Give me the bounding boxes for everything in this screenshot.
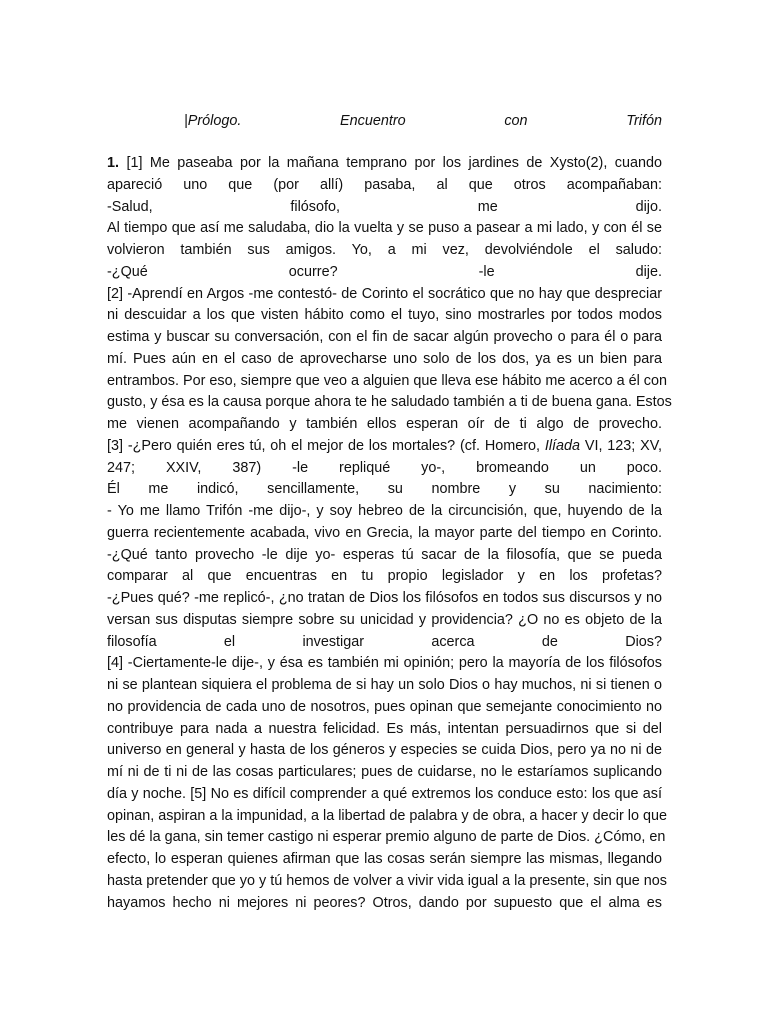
text-line bbox=[107, 849, 662, 871]
line-text: -¿Qué tanto provecho -le dije yo- esperas tú sacar de la filosofía, que se pueda bbox=[107, 546, 662, 563]
text-line bbox=[107, 349, 662, 371]
text-line bbox=[107, 653, 662, 675]
text-line bbox=[107, 218, 662, 240]
text-line bbox=[107, 893, 662, 915]
line-text: entrambos. Por eso, siempre que veo a alguien que lleva ese hábito me acerco a él con bbox=[107, 372, 667, 389]
text-line bbox=[107, 197, 662, 219]
text-line bbox=[107, 545, 662, 567]
heading-word: Trifón bbox=[626, 113, 662, 129]
text-line bbox=[107, 566, 662, 588]
line-text: -Salud, filósofo, me dijo. bbox=[107, 198, 662, 215]
line-text: 247; XXIV, 387) -le repliqué yo-, bromeando un poco. bbox=[107, 459, 662, 476]
text-line bbox=[107, 632, 662, 654]
text-line bbox=[107, 740, 662, 762]
line-text: universo en general y hasta de los géneros y especies se cuida Dios, pero ya no ni de bbox=[107, 742, 662, 759]
text-line bbox=[107, 501, 662, 523]
text-line bbox=[107, 371, 667, 393]
text-line bbox=[107, 414, 662, 436]
line-text: estima y buscar su conversación, con el fin de sacar algún provecho o para él o para bbox=[107, 329, 662, 345]
line-text: [4] -Ciertamente-le dije-, y ésa es también mi opinión; pero la mayoría de los filósofos bbox=[107, 655, 662, 672]
line-text: - Yo me llamo Trifón -me dijo-, y soy hebreo de la circuncisión, que, huyendo de la bbox=[107, 503, 662, 519]
line-text: versan sus disputas siempre sobre su unicidad y providencia? ¿O no es objeto de la bbox=[107, 611, 662, 628]
text-line bbox=[107, 240, 662, 262]
heading-word: con bbox=[504, 113, 528, 129]
heading-word: |Prólogo. bbox=[184, 113, 242, 129]
text-line bbox=[107, 392, 672, 414]
line-text: me vienen acompañando y también ellos esperan oír de ti algo de provecho. bbox=[107, 416, 662, 432]
line-text: volvieron también sus amigos. Yo, a mi vez, devolviéndole el saludo: bbox=[107, 242, 662, 258]
line-text: -¿Qué ocurre? -le dije. bbox=[107, 263, 662, 280]
text-line bbox=[107, 284, 662, 306]
line-text: mí. Pues aún en el caso de aprovecharse uno solo de los dos, ya es un bien para bbox=[107, 350, 662, 367]
line-text: ni se plantean siquiera el problema de si hay un solo Dios o hay muchos, ni si tienen o bbox=[107, 677, 662, 693]
text-line bbox=[107, 153, 662, 175]
line-text: les dé la gana, sin temer castigo ni esperar premio alguno de parte de Dios. ¿Cómo, en bbox=[107, 829, 666, 846]
text-line bbox=[107, 175, 662, 197]
line-text: mí ni de ti ni de las cosas particulares; pues de cuidarse, no le estaríamos suplicando bbox=[107, 764, 662, 780]
line-text: día y noche. [5] No es difícil comprender a qué extremos los conduce esto: los que así bbox=[107, 785, 662, 802]
line-text: guerra recientemente acabada, vivo en Grecia, la mayor parte del tiempo en Corinto. bbox=[107, 524, 662, 541]
text-line bbox=[107, 262, 662, 284]
body-text bbox=[107, 153, 672, 914]
line-text: [1] Me paseaba por la mañana temprano por los jardines de Xysto(2), cuando bbox=[119, 155, 662, 171]
line-text: ni descuidar a los que visten hábito como el tuyo, sino mostrarles por todos modos bbox=[107, 307, 662, 324]
text-line bbox=[107, 762, 662, 784]
line-text: opinan, aspiran a la impunidad, a la libertad de palabra y de obra, a hacer y decir lo que bbox=[107, 807, 667, 824]
section-heading bbox=[107, 110, 662, 132]
text-line bbox=[107, 523, 662, 545]
line-text: hayamos hecho ni mejores ni peores? Otros, dando por supuesto que el alma es bbox=[107, 894, 662, 911]
line-text: [2] -Aprendí en Argos -me contestó- de Corinto el socrático que no hay que despreciar bbox=[107, 285, 662, 302]
text-line bbox=[107, 784, 662, 806]
italic-title: Ilíada bbox=[544, 437, 581, 454]
text-line bbox=[107, 436, 662, 458]
heading-word: Encuentro bbox=[340, 113, 406, 129]
line-text: comparar al que encuentras en tu propio legislador y en los profetas? bbox=[107, 568, 662, 585]
line-text: [3] -¿Pero quién eres tú, oh el mejor de los mortales? (cf. Homero, bbox=[107, 437, 545, 454]
text-line bbox=[107, 610, 662, 632]
text-line bbox=[107, 327, 662, 349]
line-text: -¿Pues qué? -me replicó-, ¿no tratan de Dios los filósofos en todos sus discursos y no bbox=[107, 590, 662, 606]
text-line bbox=[107, 806, 667, 828]
line-text: VI, 123; XV, bbox=[580, 437, 662, 454]
text-line bbox=[107, 588, 662, 610]
text-line bbox=[107, 479, 662, 501]
line-text: hasta pretender que yo y tú hemos de volver a vivir vida igual a la presente, sin que nos bbox=[107, 872, 667, 889]
line-text: gusto, y ésa es la causa porque ahora te he saludado también a ti de buena gana. Estos bbox=[107, 394, 672, 411]
text-line bbox=[107, 697, 662, 719]
text-line bbox=[107, 871, 667, 893]
line-text: no providencia de cada uno de nosotros, pues opinan que semejante conocimiento no bbox=[107, 698, 662, 715]
text-line bbox=[107, 827, 666, 849]
text-line bbox=[107, 305, 662, 327]
line-text: filosofía el investigar acerca de Dios? bbox=[107, 633, 662, 650]
paragraph-number: 1. bbox=[107, 155, 120, 171]
line-text: efecto, lo esperan quienes afirman que las cosas serán siempre las mismas, llegando bbox=[107, 851, 662, 867]
text-line bbox=[107, 675, 662, 697]
line-text: Al tiempo que así me saludaba, dio la vuelta y se puso a pasear a mi lado, y con él se bbox=[107, 220, 662, 237]
line-text: contribuye para nada a nuestra felicidad. Es más, intentan persuadirnos que si del bbox=[107, 720, 662, 737]
text-line bbox=[107, 719, 662, 741]
line-text: apareció uno que (por allí) pasaba, al que otros acompañaban: bbox=[107, 176, 662, 193]
line-text: Él me indicó, sencillamente, su nombre y su nacimiento: bbox=[107, 481, 662, 498]
document-page bbox=[107, 110, 672, 914]
text-line bbox=[107, 458, 662, 480]
